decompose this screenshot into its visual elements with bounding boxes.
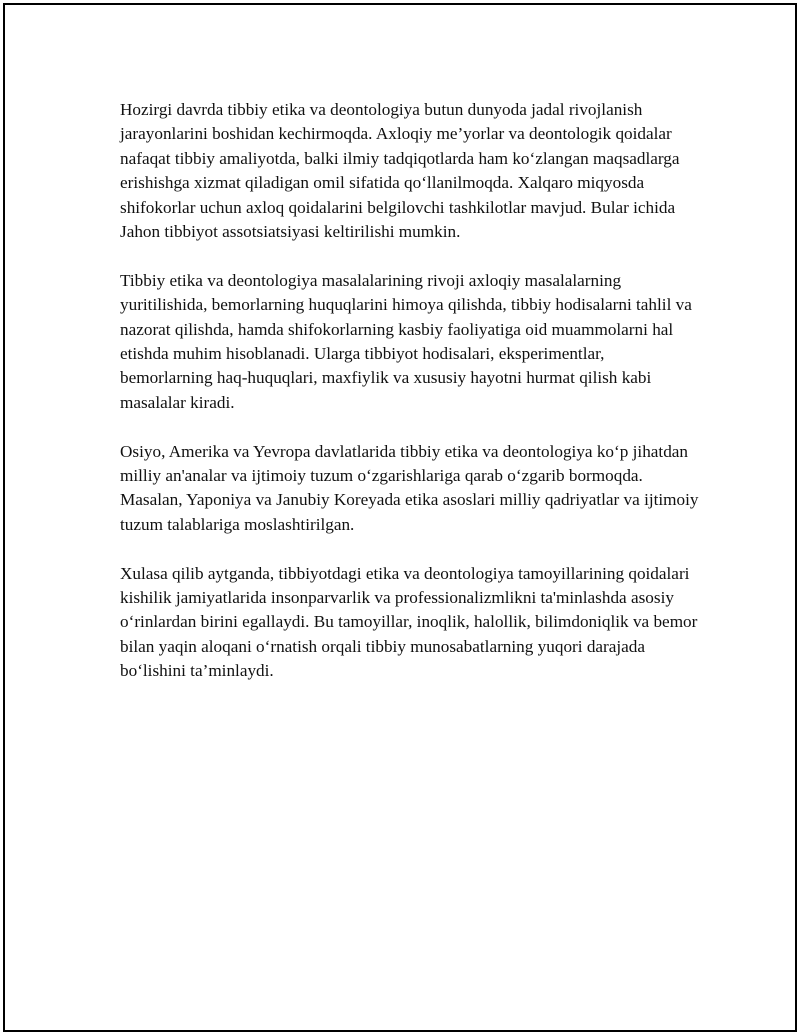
paragraph-4: Xulasa qilib aytganda, tibbiyotdagi etika va deontologiya tamoyillarining qoidalari kishilik jamiyatlarida insonparvarlik va professionalizmlikni ta'minlashda asosiy o‘rinlardan birini egallaydi. Bu tamoyillar, inoqlik, halollik, bilimdoniqlik va bemor bilan yaqin aloqani o‘rnatish orqali tibbiy munosabatlarning yuqori darajada bo‘lishini ta’minlaydi. <box>120 563 698 681</box>
paragraph-2: Tibbiy etika va deontologiya masalalarining rivoji axloqiy masalalarning yuritilishida, bemorlarning huquqlarini himoya qilishda, tibbiy hodisalarni tahlil va nazorat qilishda, hamda shifokorlarning kasbiy faoliyatiga oid muammolarni hal etishda muhim hisoblanadi. Ularga tibbiyot hodisalari, eksperimentlar, bemorlarning haq-huquqlari, maxfiylik va xususiy hayotni hurmat qilish kabi masalalar kiradi. <box>120 270 692 412</box>
document-page <box>3 3 797 1032</box>
document-body <box>120 98 700 708</box>
paragraph-3: Osiyo, Amerika va Yevropa davlatlarida tibbiy etika va deontologiya ko‘p jihatdan milliy an'analar va ijtimoiy tuzum o‘zgarishlariga qarab o‘zgarib bormoqda. Masalan, Yaponiya va Janubiy Koreyada etika asoslari milliy qadriyatlar va ijtimoiy tuzum talablariga moslashtirilgan. <box>120 441 699 534</box>
paragraph-1: Hozirgi davrda tibbiy etika va deontologiya butun dunyoda jadal rivojlanish jarayonlarini boshidan kechirmoqda. Axloqiy me’yorlar va deontologik qoidalar nafaqat tibbiy amaliyotda, balki ilmiy tadqiqotlarda ham ko‘zlangan maqsadlarga erishishga xizmat qiladigan omil sifatida qo‘llanilmoqda. Xalqaro miqyosda shifokorlar uchun axloq qoidalarini belgilovchi tashkilotlar mavjud. Bular ichida Jahon tibbiyot assotsiatsiyasi keltirilishi mumkin. <box>120 100 680 242</box>
